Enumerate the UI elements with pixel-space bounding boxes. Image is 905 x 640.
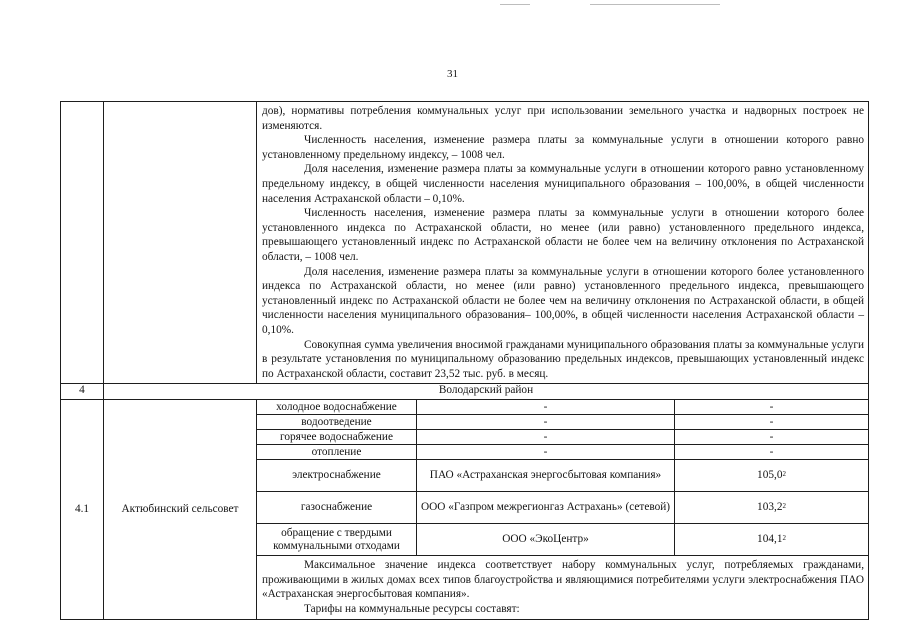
index-value: -	[675, 400, 869, 415]
paragraph: дов), нормативы потребления коммунальных услуг при использовании земельного участка и надворных построек не изменяются.	[262, 105, 865, 132]
index-value: -	[675, 445, 869, 460]
index-number: 103,2	[757, 501, 783, 514]
regional-index-table	[60, 101, 869, 620]
service-name: горячее водоснабжение	[257, 430, 417, 445]
paragraph: Численность населения, изменение размера платы за коммунальные услуги в отношении которого равно установленному предельному индексу, – 1008 чел.	[262, 134, 865, 161]
provider-name: ПАО «Астраханская энергосбытовая компания»	[417, 460, 675, 492]
service-row	[61, 400, 869, 415]
paragraph: Доля населения, изменение размера платы за коммунальные услуги в отношении которого более установленного индекса по Астраханской области, но менее (или равно) установленного предельного индекса, превышающего установленный индекс по Астраханской области не более чем на величину отклонения по Астраханской области, в общей численности населения муниципального образования– 100,00%, в общей численности населения Астраханской области – 0,10%.	[262, 265, 865, 336]
page-number: 31	[447, 68, 458, 80]
index-number: 105,0	[757, 469, 783, 482]
section-title: Володарский район	[104, 384, 869, 400]
service-name: холодное водоснабжение	[257, 400, 417, 415]
index-value: -	[675, 430, 869, 445]
paragraph: Максимальное значение индекса соответствует набору коммунальных услуг, потребляемых гражданами, проживающими в жилых домах всех типов благоустройства и являющимися потребителями услуги электроснабжения ПАО «Астраханская энергосбытовая компания».	[262, 559, 865, 601]
provider-name: -	[417, 415, 675, 430]
footnote-mark: 2	[782, 502, 786, 511]
footnote-mark: 2	[782, 470, 786, 479]
empty-number-cell	[61, 102, 104, 384]
paragraph: Доля населения, изменение размера платы за коммунальные услуги в отношении которого равно установленному предельному индексу, в общей численности населения муниципального образования – 100,00%, в общей численности населения Астраханской области – 0,10%.	[262, 163, 865, 205]
continuation-row	[61, 102, 869, 384]
service-name: водоотведение	[257, 415, 417, 430]
service-name: обращение с твердыми коммунальными отходами	[257, 524, 417, 556]
empty-name-cell	[104, 102, 257, 384]
section-row	[61, 384, 869, 400]
index-value	[675, 524, 869, 556]
section-number: 4	[61, 384, 104, 400]
provider-name: -	[417, 430, 675, 445]
scan-artifact-line	[500, 4, 530, 5]
entry-name: Актюбинский сельсовет	[104, 400, 257, 619]
continuation-text	[257, 102, 869, 384]
service-name: отопление	[257, 445, 417, 460]
service-name: газоснабжение	[257, 492, 417, 524]
index-value	[675, 492, 869, 524]
provider-name: -	[417, 400, 675, 415]
paragraph: Тарифы на коммунальные ресурсы составят:	[304, 603, 520, 616]
provider-name: ООО «ЭкоЦентр»	[417, 524, 675, 556]
index-number: 104,1	[757, 533, 783, 546]
scan-artifact-line	[590, 4, 720, 5]
service-name: электроснабжение	[257, 460, 417, 492]
index-value	[675, 460, 869, 492]
entry-number: 4.1	[61, 400, 104, 619]
provider-name: -	[417, 445, 675, 460]
paragraph: Численность населения, изменение размера платы за коммунальные услуги в отношении которого более установленного индекса по Астраханской области, но менее (или равно) установленного предельного индекса, превышающего установленный индекс по Астраханской области не более чем на величину отклонения по Астраханской области, – 1008 чел.	[262, 207, 865, 263]
paragraph: Совокупная сумма увеличения вносимой гражданами муниципального образования платы за коммунальные услуги в результате установления по муниципальному образованию предельных индексов, превышающих установленный индекс по Астраханской области, составит 23,52 тыс. руб. в месяц.	[262, 338, 865, 380]
footnote-mark: 2	[782, 534, 786, 543]
notes-text	[257, 556, 869, 619]
index-value: -	[675, 415, 869, 430]
provider-name: ООО «Газпром межрегионгаз Астрахань» (сетевой)	[417, 492, 675, 524]
